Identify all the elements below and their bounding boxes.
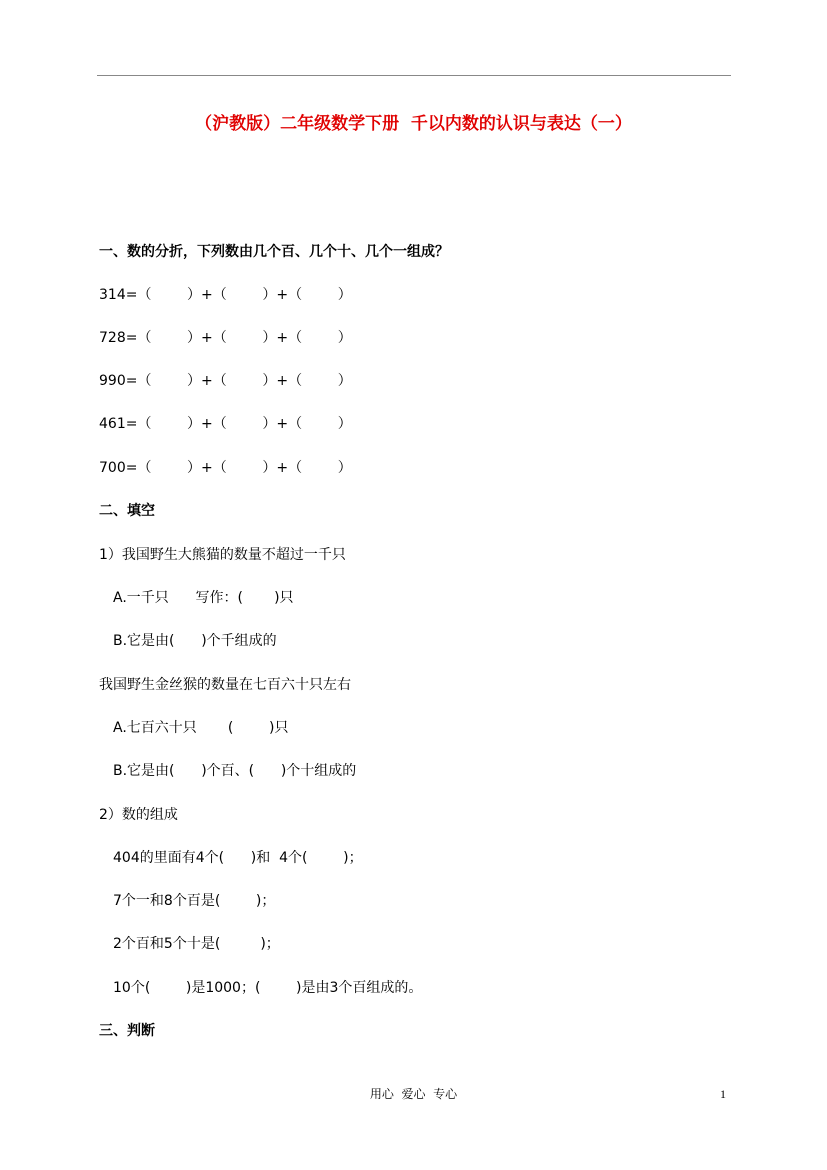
page-number: 1 bbox=[720, 1087, 726, 1101]
question-2: 2）数的组成 bbox=[99, 807, 178, 823]
decompose-row: 990=（ ）+（ ）+（ ） bbox=[99, 373, 352, 389]
header-rule bbox=[97, 75, 731, 76]
question-2d: 10个( )是1000；( )是由3个百组成的。 bbox=[113, 980, 423, 996]
question-1d: A.七百六十只 ( )只 bbox=[113, 720, 289, 736]
section3-heading: 三、判断 bbox=[99, 1023, 155, 1039]
decompose-row: 700=（ ）+（ ）+（ ） bbox=[99, 460, 352, 476]
question-1: 1）我国野生大熊猫的数量不超过一千只 bbox=[99, 547, 346, 563]
decompose-row: 314=（ ）+（ ）+（ ） bbox=[99, 287, 352, 303]
decompose-row: 728=（ ）+（ ）+（ ） bbox=[99, 330, 352, 346]
section1-heading: 一、数的分折，下列数由几个百、几个十、几个一组成？ bbox=[99, 244, 449, 260]
footer-motto: 用心 爱心 专心 bbox=[369, 1087, 458, 1101]
question-2a: 404的里面有4个( )和 4个( )； bbox=[113, 850, 363, 866]
section2-heading: 二、填空 bbox=[99, 503, 155, 519]
question-1b: B.它是由( )个千组成的 bbox=[113, 633, 277, 649]
question-1a: A.一千只 写作：( )只 bbox=[113, 590, 294, 606]
question-2b: 7个一和8个百是( )； bbox=[113, 893, 276, 909]
question-1c: 我国野生金丝猴的数量在七百六十只左右 bbox=[99, 677, 351, 693]
decompose-row: 461=（ ）+（ ）+（ ） bbox=[99, 416, 352, 432]
question-1e: B.它是由( )个百、( )个十组成的 bbox=[113, 763, 357, 779]
page-title: （沪教版）二年级数学下册 千以内数的认识与表达（一） bbox=[195, 114, 632, 134]
question-2c: 2个百和5个十是( )； bbox=[113, 936, 280, 952]
